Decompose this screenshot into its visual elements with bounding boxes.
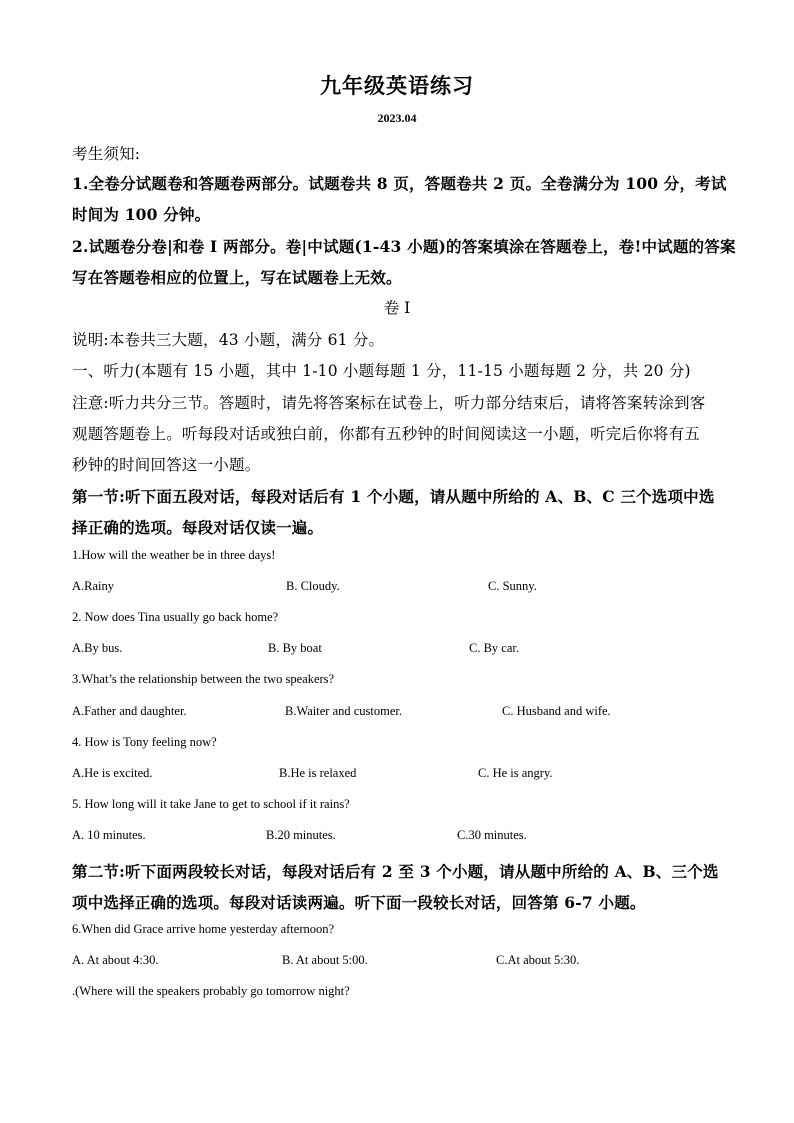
exam-date: 2023.04 xyxy=(377,111,417,125)
question-2-option-a[interactable]: A.By bus. xyxy=(72,641,123,655)
section-2-instructions-line-2: 项中选择正确的选项。每段对话读两遍。听下面一段较长对话，回答第 6-7 小题。 xyxy=(72,893,646,912)
question-5-option-c[interactable]: C.30 minutes. xyxy=(457,828,527,842)
question-5-option-b[interactable]: B.20 minutes. xyxy=(266,828,336,842)
question-2: 2. Now does Tina usually go back home? xyxy=(72,610,279,624)
question-3-option-a[interactable]: A.Father and daughter. xyxy=(72,704,187,718)
question-7: .(Where will the speakers probably go tomorrow night? xyxy=(72,984,350,998)
question-1-option-c[interactable]: C. Sunny. xyxy=(488,579,537,593)
question-2-option-c[interactable]: C. By car. xyxy=(469,641,519,655)
section-1-instructions-line-2: 择正确的选项。每段对话仅读一遍。 xyxy=(72,518,324,537)
listening-heading: 一、听力(本题有 15 小题，其中 1-10 小题每题 1 分，11-15 小题每题 2 分，共 20 分) xyxy=(72,362,691,380)
section-2-instructions-line-1: 第二节:听下面两段较长对话，每段对话后有 2 至 3 个小题，请从题中所给的 A、B、三个选 xyxy=(72,862,719,881)
question-3-option-c[interactable]: C. Husband and wife. xyxy=(502,704,611,718)
listening-note-line-3: 秒钟的时间回答这一小题。 xyxy=(72,456,261,474)
listening-note-line-1: 注意:听力共分三节。答题时，请先将答案标在试卷上，听力部分结束后，请将答案转涂到客 xyxy=(72,394,706,412)
question-4-option-b[interactable]: B.He is relaxed xyxy=(279,766,357,780)
question-1: 1.How will the weather be in three days! xyxy=(72,548,276,562)
notice-item-2-line-2: 写在答题卷相应的位置上，写在试题卷上无效。 xyxy=(72,268,402,287)
notice-item-2-line-1: 2.试题卷分卷|和卷 I 两部分。卷|中试题(1-43 小题)的答案填涂在答题卷上，卷!中试题的答案 xyxy=(72,237,736,256)
question-4-option-a[interactable]: A.He is excited. xyxy=(72,766,153,780)
question-4: 4. How is Tony feeling now? xyxy=(72,735,217,749)
notice-heading: 考生须知: xyxy=(72,145,141,163)
section-1-instructions-line-1: 第一节:听下面五段对话，每段对话后有 1 个小题，请从题中所给的 A、B、C 三个选项中选 xyxy=(72,487,715,506)
question-5-option-a[interactable]: A. 10 minutes. xyxy=(72,828,146,842)
notice-item-1-line-1: 1.全卷分试题卷和答题卷两部分。试题卷共 8 页，答题卷共 2 页。全卷满分为 100 分，考试 xyxy=(72,174,727,193)
question-6-option-b[interactable]: B. At about 5:00. xyxy=(282,953,368,967)
listening-note-line-2: 观题答题卷上。听每段对话或独白前，你都有五秒钟的时间阅读这一小题，听完后你将有五 xyxy=(72,425,701,443)
page-title: 九年级英语练习 xyxy=(320,73,474,98)
question-3-option-b[interactable]: B.Waiter and customer. xyxy=(285,704,403,718)
question-6: 6.When did Grace arrive home yesterday afternoon? xyxy=(72,922,335,936)
question-6-option-c[interactable]: C.At about 5:30. xyxy=(496,953,580,967)
volume-explanation: 说明:本卷共三大题，43 小题，满分 61 分。 xyxy=(72,331,385,349)
question-5: 5. How long will it take Jane to get to school if it rains? xyxy=(72,797,350,811)
question-2-option-b[interactable]: B. By boat xyxy=(268,641,322,655)
volume-label: 卷 I xyxy=(383,299,411,317)
question-6-option-a[interactable]: A. At about 4:30. xyxy=(72,953,159,967)
notice-item-1-line-2: 时间为 100 分钟。 xyxy=(72,205,211,224)
question-1-option-b[interactable]: B. Cloudy. xyxy=(286,579,340,593)
question-1-option-a[interactable]: A.Rainy xyxy=(72,579,115,593)
question-4-option-c[interactable]: C. He is angry. xyxy=(478,766,553,780)
question-3: 3.What’s the relationship between the two speakers? xyxy=(72,672,335,686)
